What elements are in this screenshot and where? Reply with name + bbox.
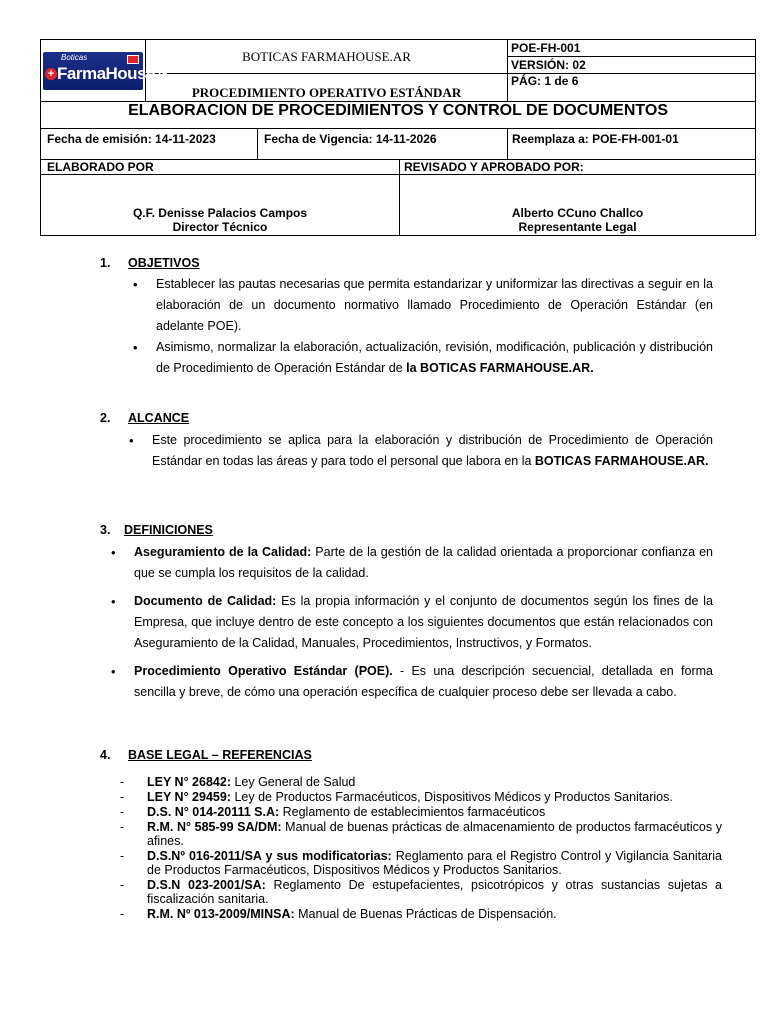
section-alcance-title: 2. ALCANCE: [100, 411, 190, 425]
reference-item: [120, 790, 722, 804]
bullet-icon: •: [111, 594, 116, 609]
reference-description: Reglamento de establecimientos farmacéuticos: [279, 805, 546, 819]
bullet-icon: •: [133, 277, 138, 292]
reference-description: Reglamento para el Registro Control y Vigilancia Sanitaria de Productos Farmacéuticos, Dispositivos Médicos y Productos Sanitarios.: [147, 849, 722, 877]
objetivos-item-2: Asimismo, normalizar la elaboración, actualización, revisión, modificación, publicación y distribución de Procedimiento de Operación Estándar de la BOTICAS FARMAHOUSE.AR.: [156, 340, 713, 375]
farmahouse-logo: Boticas + FarmaHouse.AR: [43, 52, 143, 90]
replaces-code: Reemplaza a: POE-FH-001-01: [508, 129, 756, 160]
document-version: VERSIÓN: 02: [508, 57, 756, 74]
bullet-icon: •: [111, 664, 116, 679]
alcance-item-1: Este procedimiento se aplica para la elaboración y distribución de Procedimiento de Operación Estándar en todas las áreas y para todo el personal que labora en la BOTICAS FARMAHOUSE.AR.: [152, 433, 713, 468]
reference-item: [120, 820, 722, 848]
prepared-by-role: Director Técnico: [172, 220, 268, 234]
reference-item: [120, 907, 722, 921]
reference-code: LEY N° 26842:: [147, 775, 231, 789]
document-header: [40, 39, 756, 236]
reference-code: R.M. Nº 013-2009/MINSA:: [147, 907, 295, 921]
dash-bullet-icon: -: [120, 775, 125, 789]
section-definiciones-title: 3. DEFINICIONES: [100, 523, 213, 537]
approved-by-label: REVISADO Y APROBADO POR:: [400, 160, 756, 175]
pharmacy-cross-icon: +: [45, 68, 57, 80]
reference-description: Manual de buenas prácticas de almacenamiento de productos farmacéuticos y afines.: [147, 820, 722, 848]
approved-by-name: Alberto CCuno Challco: [511, 206, 644, 220]
reference-description: Ley General de Salud: [230, 775, 356, 789]
approved-by-role: Representante Legal: [518, 220, 637, 234]
reference-item: [120, 805, 722, 819]
dash-bullet-icon: -: [120, 790, 125, 804]
bullet-icon: •: [129, 433, 134, 448]
reference-code: D.S. N° 014-20111 S.A:: [147, 805, 280, 819]
section-base-legal-title: 4. BASE LEGAL – REFERENCIAS: [100, 748, 312, 762]
bullet-icon: •: [111, 545, 116, 560]
document-type: PROCEDIMIENTO OPERATIVO ESTÁNDAR: [146, 74, 508, 102]
section-objetivos-title: 1. OBJETIVOS: [100, 256, 200, 270]
reference-item: [120, 849, 722, 877]
flag-icon: [127, 55, 139, 64]
reference-description: Ley de Productos Farmacéuticos, Dispositivos Médicos y Productos Sanitarios.: [230, 790, 673, 804]
bullet-icon: •: [133, 340, 138, 355]
page-number: PÁG: 1 de 6: [508, 74, 756, 102]
logo-cell: [41, 40, 168, 102]
dash-bullet-icon: -: [120, 820, 125, 834]
dash-bullet-icon: -: [120, 849, 125, 863]
issue-date: Fecha de emisión: 14-11-2023: [41, 129, 258, 160]
reference-code: R.M. N° 585-99 SA/DM:: [147, 820, 282, 834]
dash-bullet-icon: -: [120, 878, 125, 892]
reference-code: D.S.Nº 016-2011/SA y sus modificatorias:: [147, 849, 392, 863]
document-title: ELABORACION DE PROCEDIMIENTOS Y CONTROL DE DOCUMENTOS: [41, 102, 756, 129]
dash-bullet-icon: -: [120, 805, 125, 819]
objetivos-item-1: Establecer las pautas necesarias que permita estandarizar y uniformizar las directivas a seguir en la elaboración de un documento normativo llamado Procedimiento de Operación Estándar (en adelante POE).: [156, 277, 713, 333]
definicion-poe: Procedimiento Operativo Estándar (POE). - Es una descripción secuencial, detallada en forma sencilla y breve, de cómo una operación específica de cualquier proceso debe ser llevada a cabo.: [134, 664, 714, 699]
references-list: [120, 775, 722, 922]
document-code: POE-FH-001: [508, 40, 756, 57]
reference-description: Reglamento De estupefacientes, psicotrópicos y otras sustancias sujetas a fiscalización sanitaria.: [147, 878, 723, 906]
reference-code: D.S.N 023-2001/SA:: [147, 878, 266, 892]
approved-by-signature: [400, 175, 756, 236]
definicion-aseguramiento: Aseguramiento de la Calidad: Parte de la gestión de la calidad orientada a proporcionar confianza en que se cumpla los requisitos de la calidad.: [134, 545, 714, 580]
prepared-by-signature: [41, 175, 400, 236]
reference-description: Manual de Buenas Prácticas de Dispensación.: [294, 907, 557, 921]
company-name: BOTICAS FARMAHOUSE.AR: [146, 40, 508, 74]
reference-item: [120, 775, 722, 789]
prepared-by-name: Q.F. Denisse Palacios Campos: [132, 206, 308, 220]
dash-bullet-icon: -: [120, 907, 125, 921]
reference-code: LEY N° 29459:: [147, 790, 231, 804]
definicion-documento-calidad: Documento de Calidad: Es la propia información y el conjunto de documentos según los fines de la Empresa, que incluye dentro de este concepto a los siguientes documentos que están relacionados con Aseguramiento de la Calidad, Manuales, Procedimientos, Instructivos, y Formatos.: [134, 594, 714, 650]
validity-date: Fecha de Vigencia: 14-11-2026: [258, 129, 508, 160]
reference-item: [120, 878, 722, 906]
prepared-by-label: ELABORADO POR: [41, 160, 400, 175]
